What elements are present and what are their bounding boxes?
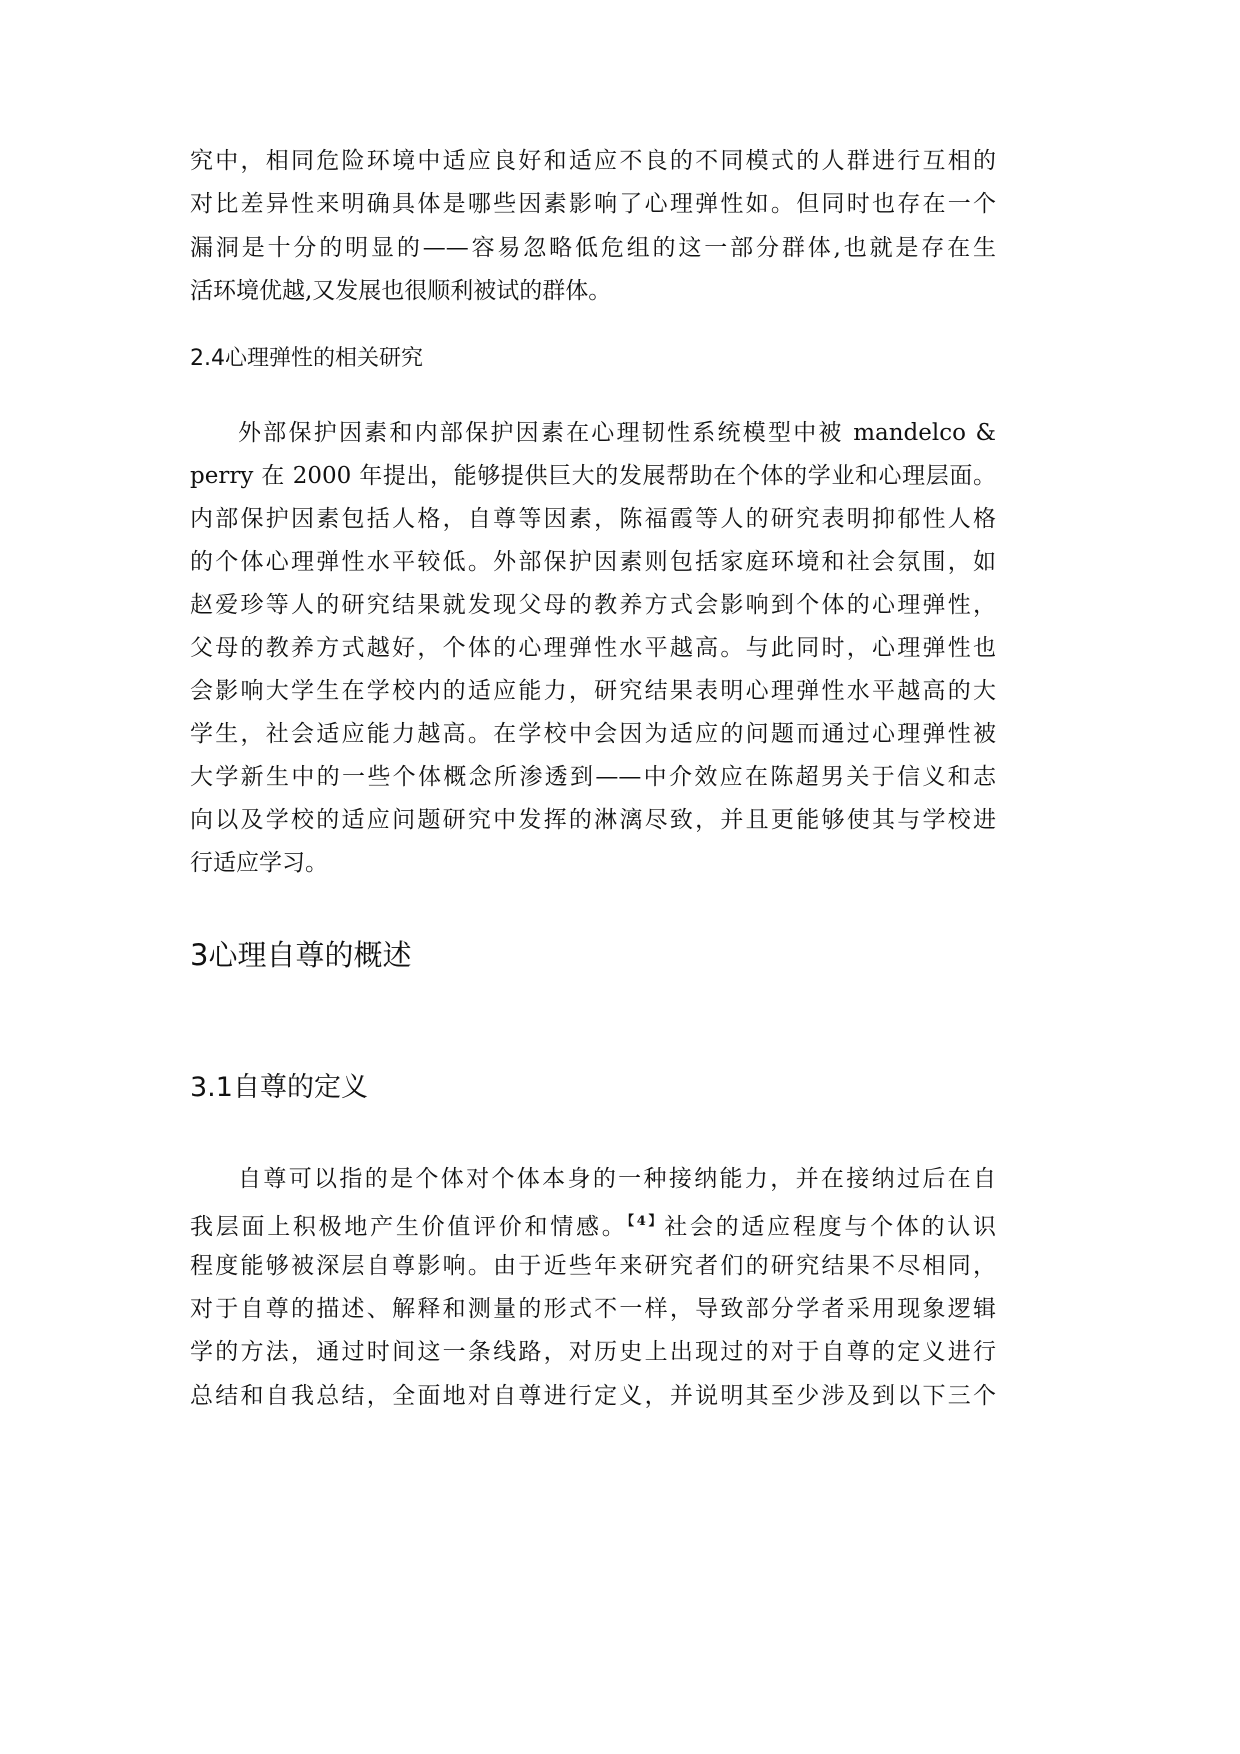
paragraph-line: 的个体心理弹性水平较低。外部保护因素则包括家庭环境和社会氛围，如 <box>190 549 996 575</box>
paragraph-line: 父母的教养方式越好，个体的心理弹性水平越高。与此同时，心理弹性也 <box>190 635 996 661</box>
paragraph-line: 自尊可以指的是个体对个体本身的一种接纳能力，并在接纳过后在自 <box>238 1166 996 1192</box>
text-segment: 社会的适应程度与个体的认识 <box>664 1214 997 1240</box>
paragraph-line: 总结和自我总结，全面地对自尊进行定义，并说明其至少涉及到以下三个 <box>190 1383 996 1409</box>
paragraph-line: 内部保护因素包括人格，自尊等因素，陈福霞等人的研究表明抑郁性人格 <box>190 506 996 532</box>
section-heading-3-1: 3.1自尊的定义 <box>190 1072 368 1103</box>
paragraph-line: 学的方法，通过时间这一条线路，对历史上出现过的对于自尊的定义进行 <box>190 1339 996 1365</box>
paragraph-line: 外部保护因素和内部保护因素在心理韧性系统模型中被 mandelco & <box>238 420 996 446</box>
section-heading-3: 3心理自尊的概述 <box>190 938 412 972</box>
paragraph-line: 漏洞是十分的明显的——容易忽略低危组的这一部分群体,也就是存在生 <box>190 235 996 261</box>
citation-ref: 【4】 <box>627 1214 665 1229</box>
paragraph-line <box>190 1207 996 1242</box>
paragraph-line: 活环境优越,又发展也很顺利被试的群体。 <box>190 278 612 304</box>
paragraph-line: 程度能够被深层自尊影响。由于近些年来研究者们的研究结果不尽相同， <box>190 1253 996 1279</box>
paragraph-line: 向以及学校的适应问题研究中发挥的淋漓尽致，并且更能够使其与学校进 <box>190 807 996 833</box>
text-segment: 我层面上积极地产生价值评价和情感。 <box>190 1214 628 1240</box>
paragraph-line: perry 在 2000 年提出，能够提供巨大的发展帮助在个体的学业和心理层面。 <box>190 463 996 489</box>
paragraph-line: 行适应学习。 <box>190 850 328 876</box>
section-heading-2-4: 2.4心理弹性的相关研究 <box>190 346 423 371</box>
paragraph-line: 会影响大学生在学校内的适应能力，研究结果表明心理弹性水平越高的大 <box>190 678 996 704</box>
paragraph-line: 大学新生中的一些个体概念所渗透到——中介效应在陈超男关于信义和志 <box>190 764 996 790</box>
paragraph-line: 究中，相同危险环境中适应良好和适应不良的不同模式的人群进行互相的 <box>190 148 996 174</box>
paragraph-line: 赵爱珍等人的研究结果就发现父母的教养方式会影响到个体的心理弹性， <box>190 592 996 618</box>
paragraph-line: 学生，社会适应能力越高。在学校中会因为适应的问题而通过心理弹性被 <box>190 721 996 747</box>
paragraph-line: 对于自尊的描述、解释和测量的形式不一样，导致部分学者采用现象逻辑 <box>190 1296 996 1322</box>
paragraph-line: 对比差异性来明确具体是哪些因素影响了心理弹性如。但同时也存在一个 <box>190 191 996 217</box>
